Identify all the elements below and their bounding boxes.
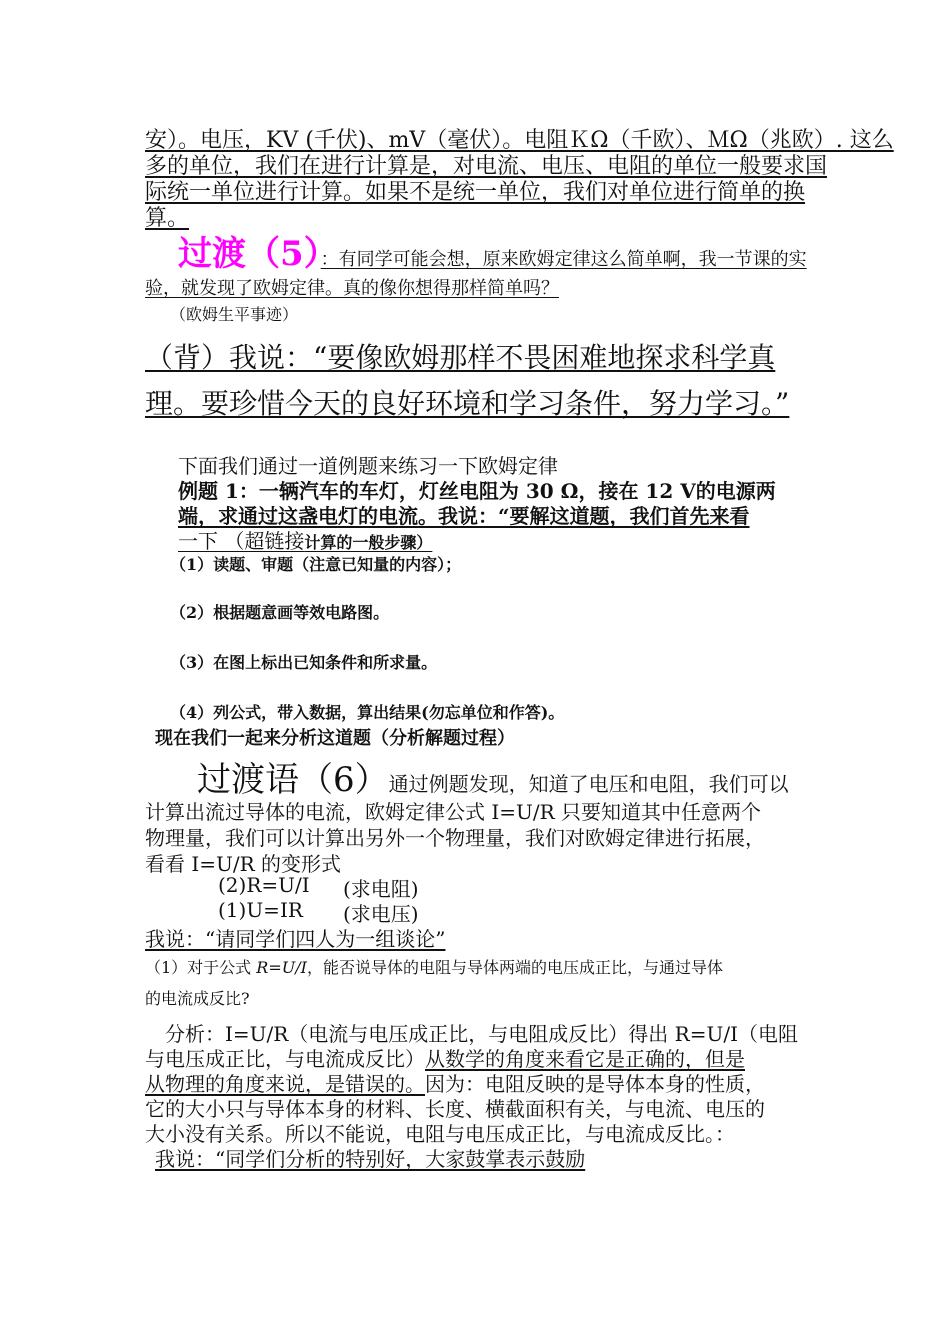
example-line-3 (178, 525, 432, 554)
transition-6-line-1 (197, 752, 789, 801)
question-text: ，能否说导体的电阻与导体两端的电压成正比，与通过导体 (306, 958, 723, 977)
analysis-line-5: 大小没有关系。所以不能说，电阻与电压成正比，与电流成反比。： (145, 1122, 735, 1146)
analysis-line-1: 分析：I=U/R（电流与电压成正比，与电阻成反比）得出 R=U/I（电阻 (165, 1022, 798, 1046)
units-line-4: 算。 (145, 206, 190, 231)
transition-5-line-2: 验，就发现了欧姆定律。真的像你想得那样简单吗？ (145, 278, 559, 299)
ohm-biography-note: （欧姆生平事迹） (170, 305, 299, 324)
transition-6-text: 通过例题发现，知道了电压和电阻，我们可以 (388, 772, 789, 796)
quote-line-1: （背）我说：“要像欧姆那样不畏困难地探求科学真 (145, 341, 776, 374)
step-2: （2）根据题意画等效电路图。 (170, 603, 390, 622)
discuss-line: 我说：“请同学们四人为一组谈论” (145, 927, 446, 951)
praise-line: 我说：“同学们分析的特别好，大家鼓掌表示鼓励 (155, 1147, 586, 1171)
step-4: （4）列公式，带入数据，算出结果(勿忘单位和作答)。 (170, 703, 565, 722)
question-formula: R=U/I (256, 958, 307, 977)
general-steps-link[interactable]: 计算的一般步骤） (304, 533, 433, 552)
formula-u: (1)U=IR (218, 898, 303, 922)
transition-5-line (178, 226, 807, 275)
analysis-line-2b: 从数学的角度来看它是正确的，但是 (425, 1047, 745, 1071)
transition-5-text: ：有同学可能会想，原来欧姆定律这么简单啊，我一节课的实 (320, 249, 807, 270)
hyperlink-prefix: 一下 （超链接 (178, 529, 305, 553)
example-intro: 下面我们通过一道例题来练习一下欧姆定律 (178, 454, 558, 478)
units-line-1: 安）。电压，KV (千伏)、mV（毫伏）。电阻ＫΩ（千欧）、ＭΩ（兆欧）. 这么 (145, 128, 894, 153)
analysis-line-3a: 从物理的角度来说，是错误的。 (145, 1072, 425, 1096)
transition-6-line-4: 看看 I=U/R 的变形式 (145, 852, 342, 876)
formula-u-note: (求电压) (343, 902, 419, 926)
example-line-2: 端，求通过这盏电灯的电流。我说：“要解这道题，我们首先来看 (178, 504, 750, 528)
analyze-line: 现在我们一起来分析这道题（分析解题过程） (155, 728, 515, 749)
step-1: （1）读题、审题（注意已知量的内容）； (170, 555, 462, 574)
formula-r: (2)R=U/I (218, 873, 310, 897)
quote-line-2: 理。要珍惜今天的良好环境和学习条件，努力学习。” (145, 387, 790, 420)
transition-6-line-2: 计算出流过导体的电流，欧姆定律公式 I=U/R 只要知道其中任意两个 (145, 800, 762, 824)
units-line-3: 际统一单位进行计算。如果不是统一单位，我们对单位进行简单的换 (145, 180, 806, 205)
formula-r-note: (求电阻) (343, 877, 419, 901)
analysis-line-4: 它的大小只与导体本身的材料、长度、横截面积有关，与电流、电压的 (145, 1097, 765, 1121)
analysis-line-2a: 与电压成正比，与电流成反比） (145, 1047, 425, 1071)
transition-6-heading: 过渡语（6） (197, 760, 389, 800)
question-line-2: 的电流成反比? (145, 989, 250, 1008)
units-line-2: 多的单位，我们在进行计算是，对电流、电压、电阻的单位一般要求国 (145, 154, 828, 179)
transition-6-line-3: 物理量，我们可以计算出另外一个物理量，我们对欧姆定律进行拓展， (145, 826, 765, 850)
analysis-line-3b: 因为：电阻反映的是导体本身的性质， (425, 1072, 765, 1096)
transition-5-heading: 过渡（5） (178, 234, 321, 274)
question-line-1 (145, 955, 723, 978)
question-prefix: （1）对于公式 (145, 958, 257, 977)
step-3: （3）在图上标出已知条件和所求量。 (170, 653, 438, 672)
example-line-1: 例题 1：一辆汽车的车灯，灯丝电阻为 30 Ω，接在 12 V的电源两 (178, 479, 776, 503)
